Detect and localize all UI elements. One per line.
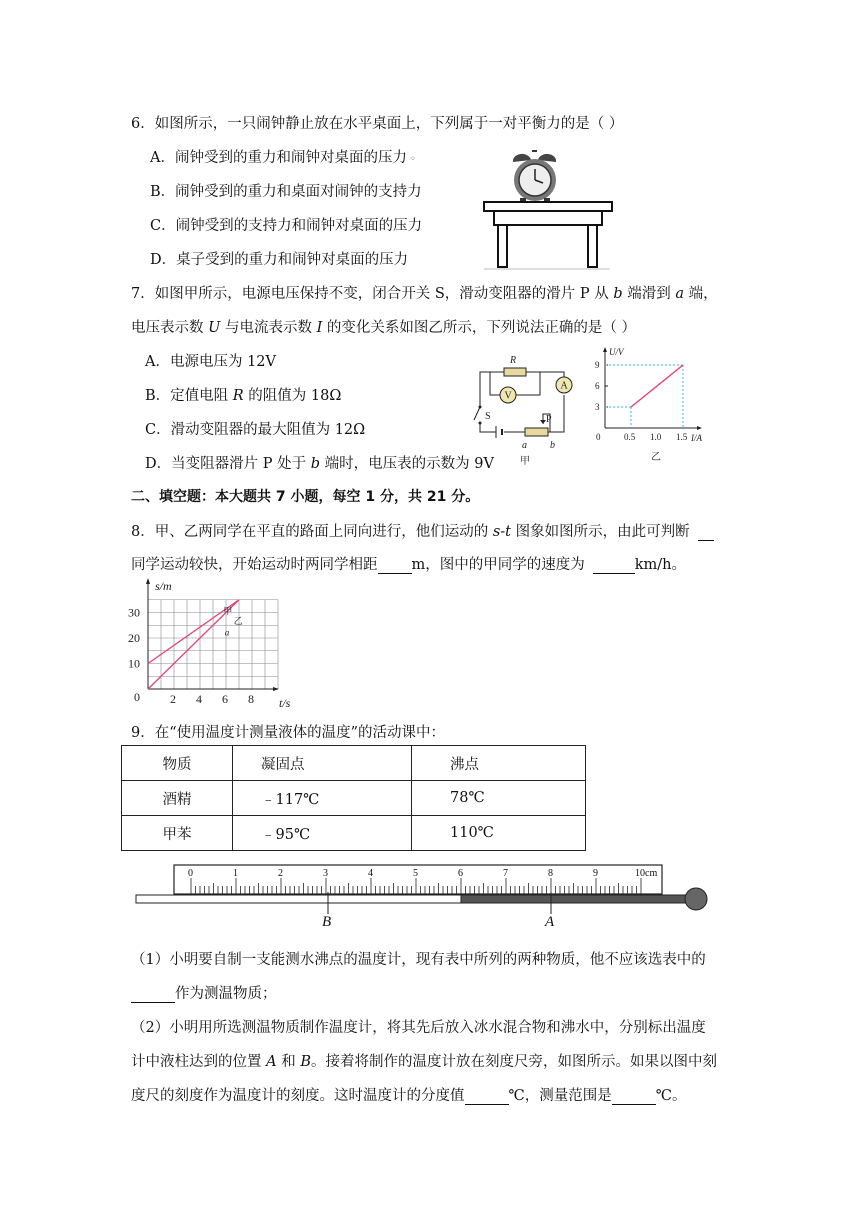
x-tick-label: 2 bbox=[170, 692, 176, 706]
y-tick-label: 0 bbox=[134, 690, 140, 704]
circuit-label-a-end: a bbox=[522, 440, 527, 451]
q8-stem-line2: 同学运动较快，开始运动时两同学相距 m，图中的甲同学的速度为 km/h。 bbox=[131, 557, 687, 573]
circuit-diagram bbox=[460, 352, 595, 467]
properties-table bbox=[121, 745, 586, 851]
ruler-tick-label: 1 bbox=[233, 868, 238, 879]
x-tick-label: 0 bbox=[596, 432, 601, 442]
ruler-tick-label: 8 bbox=[548, 868, 553, 879]
x-axis-label: I/A bbox=[691, 433, 702, 443]
q6-option-d: D．桌子受到的重力和闹钟对桌面的压力 bbox=[150, 252, 409, 268]
y-tick-label: 30 bbox=[128, 605, 140, 620]
q6-option-c: C．闹钟受到的支持力和闹钟对桌面的压力 bbox=[150, 218, 423, 234]
point-label-a: a bbox=[224, 627, 230, 638]
voltage-current-graph bbox=[595, 346, 715, 464]
q9-part1-line2: 作为测温物质； bbox=[131, 982, 277, 1003]
ruler-tick-label: 2 bbox=[278, 868, 283, 879]
q7-option-c: C．滑动变阻器的最大阻值为 12Ω bbox=[145, 422, 366, 438]
y-tick-label: 10 bbox=[128, 656, 140, 671]
q9-part2-line1: （2）小明用所选测温物质制作温度计，将其先后放入冰水混合物和沸水中，分别标出温度 bbox=[131, 1020, 706, 1036]
ruler-tick-label: 6 bbox=[458, 868, 463, 879]
q7-option-d: D．当变阻器滑片 P 处于 b 端时，电压表的示数为 9V bbox=[145, 456, 494, 472]
q8-stem-line1: 8．甲、乙两同学在平直的路面上同向进行，他们运动的 s-t 图象如图所示，由此可判断 bbox=[131, 520, 714, 541]
table-row bbox=[122, 816, 586, 851]
y-axis-label: s/m bbox=[155, 579, 172, 593]
table-header-cell: 物质 bbox=[122, 746, 233, 781]
table-row bbox=[122, 781, 586, 816]
ruler-tick-label: 5 bbox=[413, 868, 418, 879]
distance-time-graph bbox=[125, 576, 305, 711]
x-axis-label: t/s bbox=[279, 696, 291, 710]
table-header-row bbox=[122, 746, 586, 781]
table-cell: 78℃ bbox=[412, 781, 586, 816]
y-tick-label: 3 bbox=[595, 402, 600, 412]
section-heading: 二、填空题：本大题共 7 小题，每空 1 分，共 21 分。 bbox=[131, 489, 480, 505]
q8-blank-2[interactable] bbox=[378, 559, 412, 575]
q6-stem: 6．如图所示，一只闹钟静止放在水平桌面上，下列属于一对平衡力的是（ ） bbox=[131, 116, 624, 132]
x-tick-label: 0.5 bbox=[624, 432, 636, 442]
series-label-yi: 乙 bbox=[233, 615, 243, 626]
table-header-cell: 沸点 bbox=[412, 746, 586, 781]
circuit-label-r: R bbox=[510, 355, 517, 366]
table-cell: 酒精 bbox=[122, 781, 233, 816]
circuit-label-a: A bbox=[560, 380, 568, 392]
q9-blank-3[interactable] bbox=[612, 1090, 656, 1106]
x-tick-label: 1.0 bbox=[650, 432, 662, 442]
circuit-label-b-end: b bbox=[550, 440, 555, 451]
table-cell: ﹣95℃ bbox=[233, 816, 412, 851]
q9-part1-line1: （1）小明要自制一支能测水沸点的温度计，现有表中所列的两种物质，他不应该选表中的 bbox=[131, 952, 706, 968]
graph-caption: 乙 bbox=[651, 452, 661, 463]
q8-blank-3[interactable] bbox=[593, 559, 635, 575]
ruler-tick-label: 7 bbox=[503, 868, 508, 879]
y-tick-label: 6 bbox=[595, 381, 600, 391]
ruler-tick-label: 10cm bbox=[635, 868, 658, 879]
q6-option-b: B．闹钟受到的重力和桌面对闹钟的支持力 bbox=[150, 184, 422, 200]
q9-part2-line2: 计中液柱达到的位置 A 和 B。接着将制作的温度计放在刻度尺旁，如图所示。如果以图中刻 bbox=[131, 1054, 717, 1070]
y-tick-label: 20 bbox=[128, 631, 140, 645]
y-axis-label: U/V bbox=[609, 347, 624, 357]
table-cell: ﹣117℃ bbox=[233, 781, 412, 816]
mark-a-label: A bbox=[545, 914, 555, 926]
q6-option-a: A．闹钟受到的重力和闹钟对桌面的压力 ◦ bbox=[150, 150, 416, 166]
ruler-body bbox=[174, 865, 662, 894]
ruler-tick-label: 3 bbox=[323, 868, 328, 879]
table-header-cell: 凝固点 bbox=[233, 746, 412, 781]
y-axis-arrow bbox=[603, 347, 607, 352]
circuit-label-v: V bbox=[504, 390, 512, 402]
q9-stem: 9．在“使用温度计测量液体的温度”的活动课中： bbox=[131, 725, 446, 741]
y-tick-label: 9 bbox=[595, 360, 600, 370]
series-label-jia: 甲 bbox=[223, 605, 233, 616]
q7-stem-line2: 电压表示数 U 与电流表示数 I 的变化关系如图乙所示，下列说法正确的是（ ） bbox=[131, 320, 637, 336]
circuit-label-p: P bbox=[546, 414, 552, 425]
q7-stem-line1: 7．如图甲所示，电源电压保持不变，闭合开关 S，滑动变阻器的滑片 P 从 b 端滑到 a 端， bbox=[131, 286, 718, 302]
x-tick-label: 1.5 bbox=[676, 432, 688, 442]
circuit-label-s: S bbox=[485, 411, 491, 422]
x-tick-label: 6 bbox=[222, 692, 228, 706]
q7-option-a: A．电源电压为 12V bbox=[145, 354, 277, 370]
ruler-tick-label: 4 bbox=[368, 868, 373, 879]
q9-blank-2[interactable] bbox=[465, 1090, 509, 1106]
u-i-series-line bbox=[631, 365, 683, 407]
alarm-clock-on-table-image bbox=[480, 148, 615, 270]
q8-blank-1[interactable] bbox=[698, 526, 714, 542]
table-cell: 110℃ bbox=[412, 816, 586, 851]
thermometer-bulb bbox=[685, 888, 707, 910]
table-cell: 甲苯 bbox=[122, 816, 233, 851]
ruler-tick-label: 0 bbox=[188, 868, 193, 879]
q9-part2-line3: 度尺的刻度作为温度计的刻度。这时温度计的分度值 ℃，测量范围是 ℃。 bbox=[131, 1088, 687, 1104]
q9-blank-1[interactable] bbox=[131, 988, 175, 1004]
x-axis-arrow bbox=[697, 426, 702, 430]
x-tick-label: 4 bbox=[196, 692, 202, 706]
x-tick-label: 8 bbox=[248, 692, 254, 706]
y-axis-arrow bbox=[146, 578, 150, 584]
ruler-tick-label: 9 bbox=[593, 868, 598, 879]
ruler-thermometer-figure bbox=[130, 858, 715, 926]
q7-option-b: B．定值电阻 R 的阻值为 18Ω bbox=[145, 388, 342, 404]
thermometer-liquid-column bbox=[461, 895, 686, 903]
mark-b-label: B bbox=[322, 914, 332, 926]
circuit-caption: 甲 bbox=[520, 456, 530, 467]
